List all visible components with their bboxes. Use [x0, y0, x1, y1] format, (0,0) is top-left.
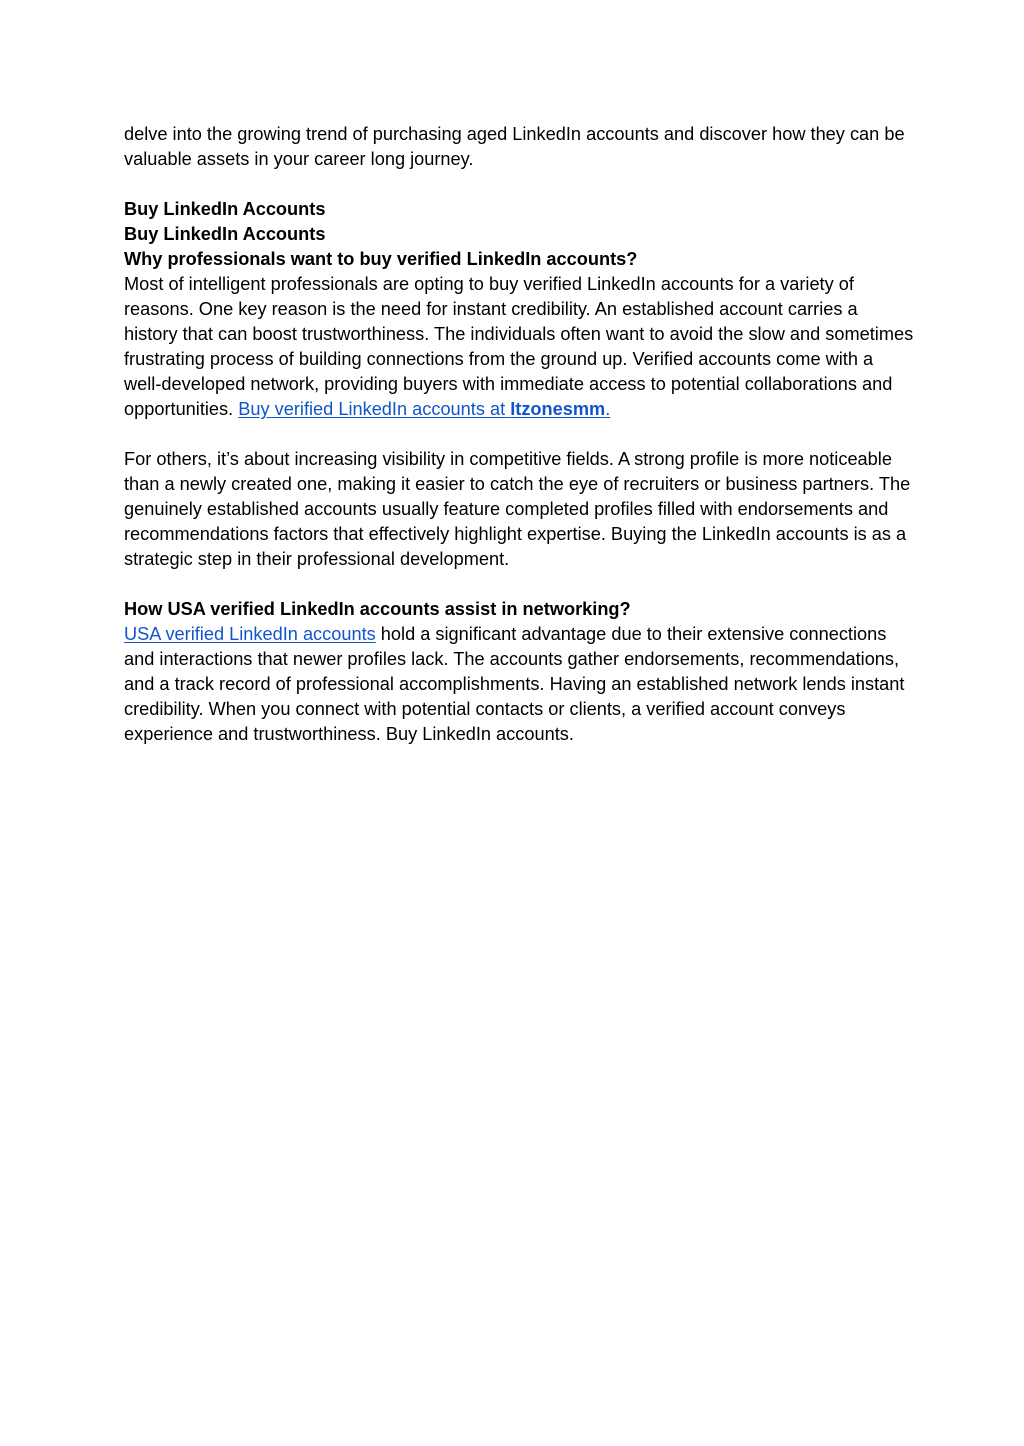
paragraph-spacer: [124, 572, 914, 597]
paragraph-usa-verified: [124, 622, 914, 747]
paragraph-text: Most of intelligent professionals are opting to buy verified LinkedIn accounts for a variety of reasons. One key reason is the need for instant credibility. An established account carries a history that can boost trustworthiness. The individuals often want to avoid the slow and sometimes frustrating process of building connections from the ground up. Verified accounts come with a well-developed network, providing buyers with immediate access to potential collaborations and opportunities.: [124, 274, 914, 419]
heading-how-usa-verified: How USA verified LinkedIn accounts assist in networking?: [124, 599, 631, 619]
heading-why-professionals: Why professionals want to buy verified LinkedIn accounts?: [124, 249, 638, 269]
link-brand-bold: Itzonesmm: [510, 399, 606, 419]
heading-buy-linkedin-accounts: Buy LinkedIn Accounts: [124, 199, 326, 219]
link-period: .: [605, 399, 611, 419]
document-body: [124, 122, 914, 747]
buy-verified-linkedin-link[interactable]: [238, 399, 610, 419]
heading-buy-linkedin-accounts-repeat: Buy LinkedIn Accounts: [124, 224, 326, 244]
paragraph-spacer: [124, 422, 914, 447]
paragraph-spacer: [124, 172, 914, 197]
paragraph-text: hold a significant advantage due to their extensive connections and interactions that newer profiles lack. The accounts gather endorsements, recommendations, and a track record of professional accomplishments. Having an established network lends instant credibility. When you connect with potential contacts or clients, a verified account conveys experience and trustworthiness. Buy LinkedIn accounts.: [124, 624, 905, 744]
paragraph-visibility: For others, it’s about increasing visibility in competitive fields. A strong profile is more noticeable than a newly created one, making it easier to catch the eye of recruiters or business partners. The genuinely established accounts usually feature completed profiles filled with endorsements and recommendations factors that effectively highlight expertise. Buying the LinkedIn accounts is as a strategic step in their professional development.: [124, 449, 911, 569]
paragraph-why-professionals: [124, 272, 914, 422]
usa-verified-linkedin-link[interactable]: USA verified LinkedIn accounts: [124, 624, 376, 644]
link-text: Buy verified LinkedIn accounts at: [238, 399, 511, 419]
intro-paragraph: delve into the growing trend of purchasing aged LinkedIn accounts and discover how they can be valuable assets in your career long journey.: [124, 124, 905, 169]
